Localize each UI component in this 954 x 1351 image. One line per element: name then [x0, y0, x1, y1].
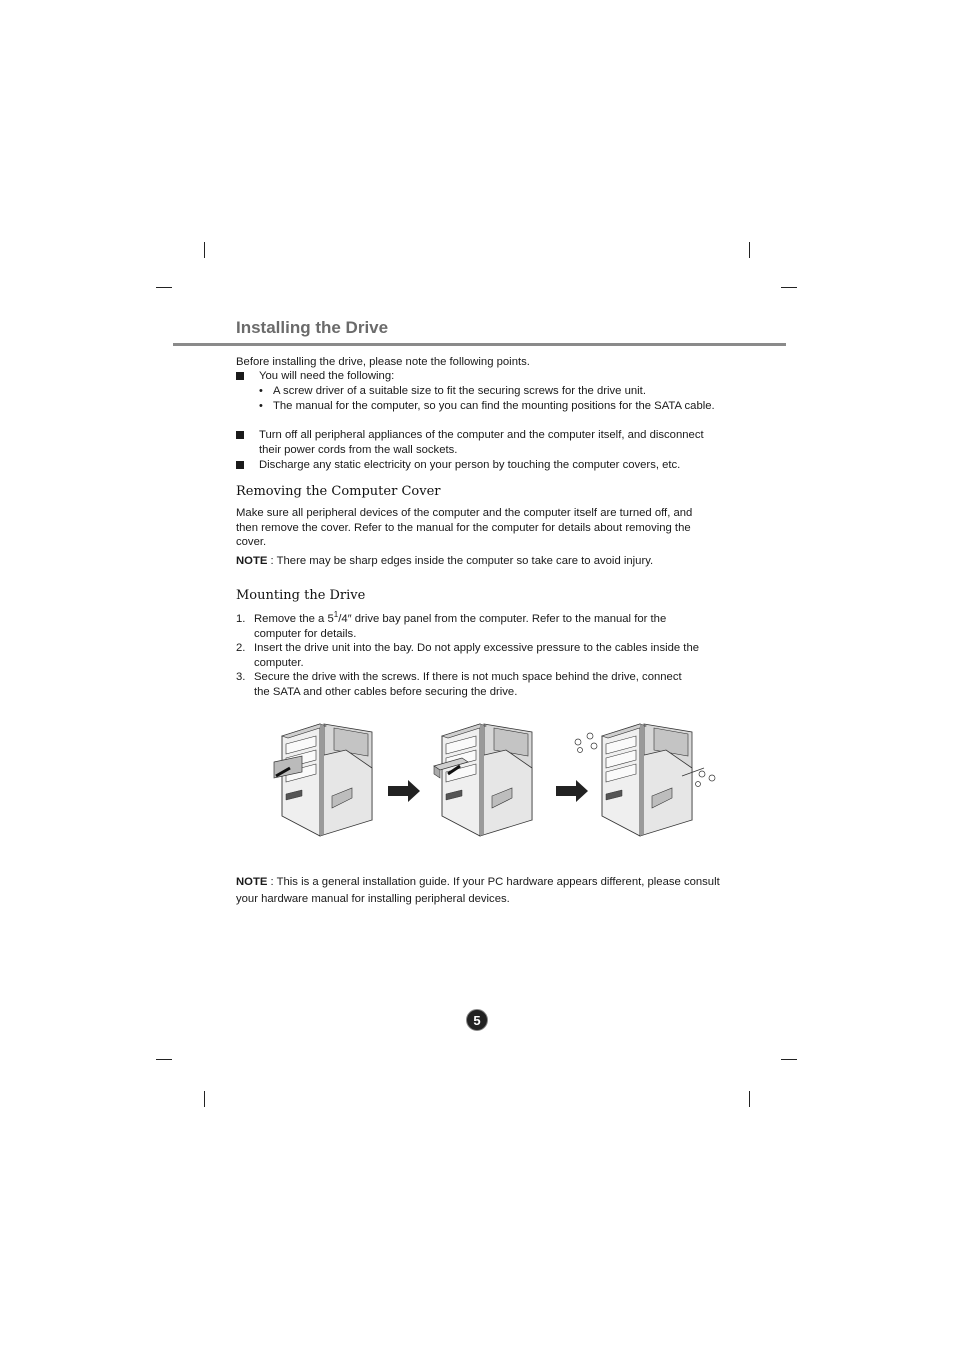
crop-mark [781, 1059, 797, 1060]
crop-mark [156, 287, 172, 288]
crop-mark [204, 242, 205, 258]
bullet-square [236, 372, 244, 380]
title-rule [173, 343, 786, 346]
sub-bullet-text: A screw driver of a suitable size to fit the securing screws for the drive unit. [273, 385, 646, 397]
arrow-right-icon [388, 780, 420, 802]
crop-mark [156, 1059, 172, 1060]
footer-note [236, 874, 728, 907]
crop-mark [204, 1091, 205, 1107]
step-number: 3. [236, 671, 246, 683]
section-heading: Removing the Computer Cover [236, 484, 441, 499]
computer-tower-insert-drive-icon [434, 724, 532, 836]
arrow-right-icon [556, 780, 588, 802]
step-number: 2. [236, 642, 246, 654]
step-text: Insert the drive unit into the bay. Do not apply excessive pressure to the cables inside the computer. [254, 642, 700, 669]
section-body: Make sure all peripheral devices of the computer and the computer itself are turned off, and then remove the cover. Refer to the manual for the computer for details about removing the cover. [236, 507, 693, 549]
step-number: 1. [236, 613, 246, 625]
page-title: Installing the Drive [236, 318, 389, 337]
computer-tower-secure-screws-icon [575, 724, 715, 836]
step-text: Remove the a $5^1/4''$ drive bay panel from the computer. Refer to the manual for the computer for details. [254, 610, 667, 640]
note [236, 554, 726, 569]
bullet-text: Turn off all peripheral appliances of the computer and the computer itself, and disconnect their power cords from the wall sockets. [259, 429, 704, 456]
bullet-text: You will need the following: [259, 370, 395, 382]
step-text: Secure the drive with the screws. If there is not much space behind the drive, connect the SATA and other cables before securing the drive. [254, 671, 682, 698]
bullet-text: Discharge any static electricity on your person by touching the computer covers, etc. [259, 459, 681, 471]
bullet-square [236, 431, 244, 439]
sub-bullet-text: The manual for the computer, so you can find the mounting positions for the SATA cable. [273, 400, 715, 412]
note-text: : There may be sharp edges inside the computer so take care to avoid injury. [267, 555, 654, 567]
bullet-dot: • [259, 385, 263, 397]
computer-tower-remove-panel-icon [274, 724, 372, 836]
crop-mark [749, 242, 750, 258]
bullet-square [236, 461, 244, 469]
page-number: 5 [466, 1009, 488, 1031]
crop-mark [781, 287, 797, 288]
footer-note-label: NOTE [236, 876, 268, 888]
bullet-dot: • [259, 400, 263, 412]
note-label: NOTE [236, 555, 268, 567]
section-heading: Mounting the Drive [236, 588, 366, 603]
crop-mark [749, 1091, 750, 1107]
footer-note-text: : This is a general installation guide. If your PC hardware appears different, please consult your hardware manual for installing peripheral devices. [236, 876, 720, 905]
installation-figures [272, 716, 722, 844]
intro-text: Before installing the drive, please note the following points. [236, 356, 530, 368]
